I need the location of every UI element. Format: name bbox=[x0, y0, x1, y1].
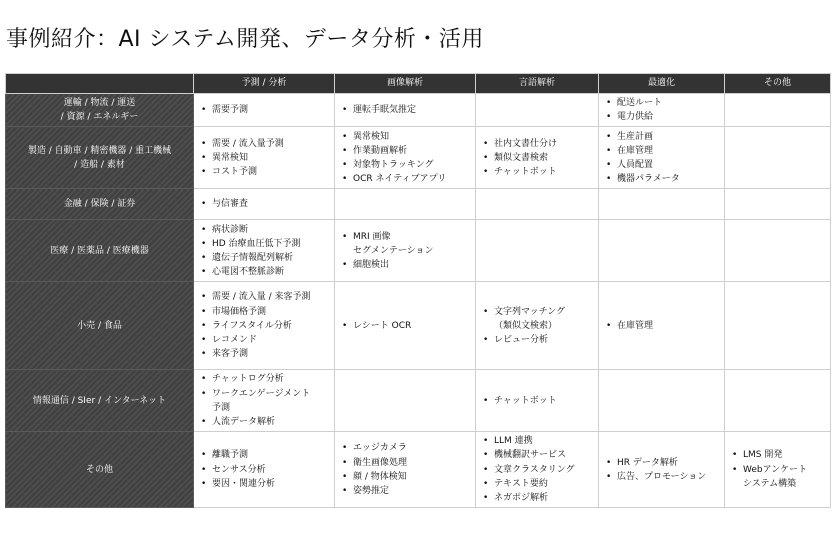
list-item: • 運転手眠気推定 bbox=[341, 103, 471, 117]
table-cell bbox=[476, 432, 599, 508]
table-row bbox=[6, 432, 831, 508]
list-item: • HD 治療血圧低下予測 bbox=[200, 237, 330, 251]
list-item: • 人流データ解析 bbox=[200, 415, 330, 429]
table-cell bbox=[476, 370, 599, 432]
table-cell bbox=[599, 432, 725, 508]
table-cell bbox=[335, 127, 476, 189]
industry-label: 医療 / 医薬品 / 医療機器 bbox=[50, 245, 149, 256]
list-item: • チャットボット bbox=[482, 394, 594, 408]
table-cell bbox=[194, 370, 335, 432]
case-list bbox=[200, 223, 330, 280]
case-list bbox=[482, 305, 594, 348]
list-item: • 要因・関連分析 bbox=[200, 477, 330, 491]
table-cell bbox=[335, 282, 476, 370]
table-cell bbox=[599, 282, 725, 370]
list-item: • 在庫管理 bbox=[605, 144, 720, 158]
row-header-industry bbox=[6, 220, 194, 282]
case-list bbox=[605, 456, 720, 484]
list-item: • 作業動画解析 bbox=[341, 144, 471, 158]
table-cell bbox=[725, 432, 831, 508]
industry-label: その他 bbox=[85, 464, 113, 475]
list-item: • センサス分析 bbox=[200, 463, 330, 477]
list-item: • 文章クラスタリング bbox=[482, 463, 594, 477]
industry-label: 情報通信 / SIer / インターネット bbox=[32, 395, 167, 406]
list-item: • ワークエンゲージメント 予測 bbox=[200, 387, 330, 415]
case-list bbox=[341, 319, 471, 333]
case-study-table bbox=[5, 73, 831, 508]
industry-label: 製造 / 自動車 / 精密機器 / 重工機械 / 造船 / 素材 bbox=[27, 145, 172, 170]
case-list bbox=[200, 372, 330, 429]
industry-label: 運輸 / 物流 / 運送 / 資源 / エネルギー bbox=[60, 98, 139, 123]
case-list bbox=[482, 137, 594, 180]
list-item: • レシート OCR bbox=[341, 319, 471, 333]
table-cell bbox=[725, 189, 831, 220]
list-item: • LMS 開発 bbox=[731, 448, 826, 462]
list-item: • 文字列マッチング （類似文検索） bbox=[482, 305, 594, 333]
list-item: • 異常検知 bbox=[341, 130, 471, 144]
case-list bbox=[605, 130, 720, 187]
table-row bbox=[6, 189, 831, 220]
list-item: • 細胞検出 bbox=[341, 258, 471, 272]
list-item: • テキスト要約 bbox=[482, 477, 594, 491]
table-cell bbox=[194, 432, 335, 508]
case-list bbox=[200, 137, 330, 180]
list-item: • 異常検知 bbox=[200, 151, 330, 165]
list-item: • ライフスタイル分析 bbox=[200, 319, 330, 333]
table-cell bbox=[194, 220, 335, 282]
list-item: • レビュー分析 bbox=[482, 333, 594, 347]
row-header-industry bbox=[6, 94, 194, 127]
table-cell bbox=[725, 220, 831, 282]
list-item: • 生産計画 bbox=[605, 130, 720, 144]
table-cell bbox=[476, 282, 599, 370]
table-cell bbox=[476, 127, 599, 189]
table-cell bbox=[599, 189, 725, 220]
list-item: • HR データ解析 bbox=[605, 456, 720, 470]
column-header-optimization: 最適化 bbox=[599, 74, 725, 94]
list-item: • 来客予測 bbox=[200, 347, 330, 361]
list-item: • 離職予測 bbox=[200, 448, 330, 462]
table-cell bbox=[335, 220, 476, 282]
table-row bbox=[6, 370, 831, 432]
case-list bbox=[200, 103, 330, 117]
table-cell bbox=[476, 94, 599, 127]
case-list bbox=[341, 103, 471, 117]
list-item: • コスト予測 bbox=[200, 165, 330, 179]
case-list bbox=[341, 230, 471, 273]
column-header-language-analysis: 言語解析 bbox=[476, 74, 599, 94]
table-cell bbox=[194, 127, 335, 189]
case-list bbox=[341, 441, 471, 498]
case-list bbox=[605, 96, 720, 124]
table-cell bbox=[599, 94, 725, 127]
list-item: • 機械翻訳サービス bbox=[482, 448, 594, 462]
case-list bbox=[731, 448, 826, 491]
list-item: • 病状診断 bbox=[200, 223, 330, 237]
header-corner-cell bbox=[6, 74, 194, 94]
column-header-image-analysis: 画像解析 bbox=[335, 74, 476, 94]
header-row bbox=[6, 74, 831, 94]
list-item: • チャットログ分析 bbox=[200, 372, 330, 386]
table-cell bbox=[725, 94, 831, 127]
list-item: • Webアンケート システム構築 bbox=[731, 463, 826, 491]
list-item: • 電力供給 bbox=[605, 110, 720, 124]
table-cell bbox=[335, 94, 476, 127]
table-cell bbox=[335, 432, 476, 508]
list-item: • 類似文書検索 bbox=[482, 151, 594, 165]
list-item: • 対象物トラッキング bbox=[341, 158, 471, 172]
list-item: • 広告、プロモーション bbox=[605, 470, 720, 484]
table-cell bbox=[725, 370, 831, 432]
table-row bbox=[6, 127, 831, 189]
table-cell bbox=[194, 94, 335, 127]
column-header-other: その他 bbox=[725, 74, 831, 94]
column-header-prediction: 予測 / 分析 bbox=[194, 74, 335, 94]
row-header-industry bbox=[6, 189, 194, 220]
case-list bbox=[200, 290, 330, 361]
case-list bbox=[200, 448, 330, 491]
list-item: • 遺伝子情報配列解析 bbox=[200, 251, 330, 265]
table-cell bbox=[599, 127, 725, 189]
table-cell bbox=[599, 220, 725, 282]
case-list bbox=[341, 130, 471, 187]
case-list bbox=[605, 319, 720, 333]
case-list bbox=[200, 197, 330, 211]
industry-label: 小売 / 食品 bbox=[77, 320, 122, 331]
list-item: • エッジカメラ bbox=[341, 441, 471, 455]
table-cell bbox=[335, 189, 476, 220]
row-header-industry bbox=[6, 370, 194, 432]
table-row bbox=[6, 282, 831, 370]
page-title: 事例紹介：AI システム開発、データ分析・活用 bbox=[6, 27, 484, 52]
list-item: • 機器パラメータ bbox=[605, 172, 720, 186]
list-item: • LLM 連携 bbox=[482, 434, 594, 448]
list-item: • OCR ネイティブアプリ bbox=[341, 172, 471, 186]
list-item: • 需要 / 流入量 / 来客予測 bbox=[200, 290, 330, 304]
table-cell bbox=[194, 189, 335, 220]
table-row bbox=[6, 94, 831, 127]
table-cell bbox=[599, 370, 725, 432]
row-header-industry bbox=[6, 282, 194, 370]
list-item: • 社内文書仕分け bbox=[482, 137, 594, 151]
list-item: • チャットボット bbox=[482, 165, 594, 179]
case-list bbox=[482, 394, 594, 408]
list-item: • 心電図不整脈診断 bbox=[200, 265, 330, 279]
list-item: • 需要予測 bbox=[200, 103, 330, 117]
table-cell bbox=[725, 282, 831, 370]
list-item: • 衛生画像処理 bbox=[341, 456, 471, 470]
table-cell bbox=[194, 282, 335, 370]
list-item: • ネガポジ解析 bbox=[482, 491, 594, 505]
list-item: • 顔 / 物体検知 bbox=[341, 470, 471, 484]
table-cell bbox=[725, 127, 831, 189]
row-header-industry bbox=[6, 432, 194, 508]
row-header-industry bbox=[6, 127, 194, 189]
list-item: • 人員配置 bbox=[605, 158, 720, 172]
table-cell bbox=[476, 189, 599, 220]
list-item: • 配送ルート bbox=[605, 96, 720, 110]
list-item: • 与信審査 bbox=[200, 197, 330, 211]
list-item: • 需要 / 流入量予測 bbox=[200, 137, 330, 151]
list-item: • レコメンド bbox=[200, 333, 330, 347]
list-item: • 姿勢推定 bbox=[341, 484, 471, 498]
table-cell bbox=[476, 220, 599, 282]
industry-label: 金融 / 保険 / 証券 bbox=[63, 199, 136, 210]
table-row bbox=[6, 220, 831, 282]
case-list bbox=[482, 434, 594, 505]
table-cell bbox=[335, 370, 476, 432]
list-item: • MRI 画像 セグメンテーション bbox=[341, 230, 471, 258]
list-item: • 市場価格予測 bbox=[200, 305, 330, 319]
list-item: • 在庫管理 bbox=[605, 319, 720, 333]
table-body bbox=[6, 94, 831, 508]
